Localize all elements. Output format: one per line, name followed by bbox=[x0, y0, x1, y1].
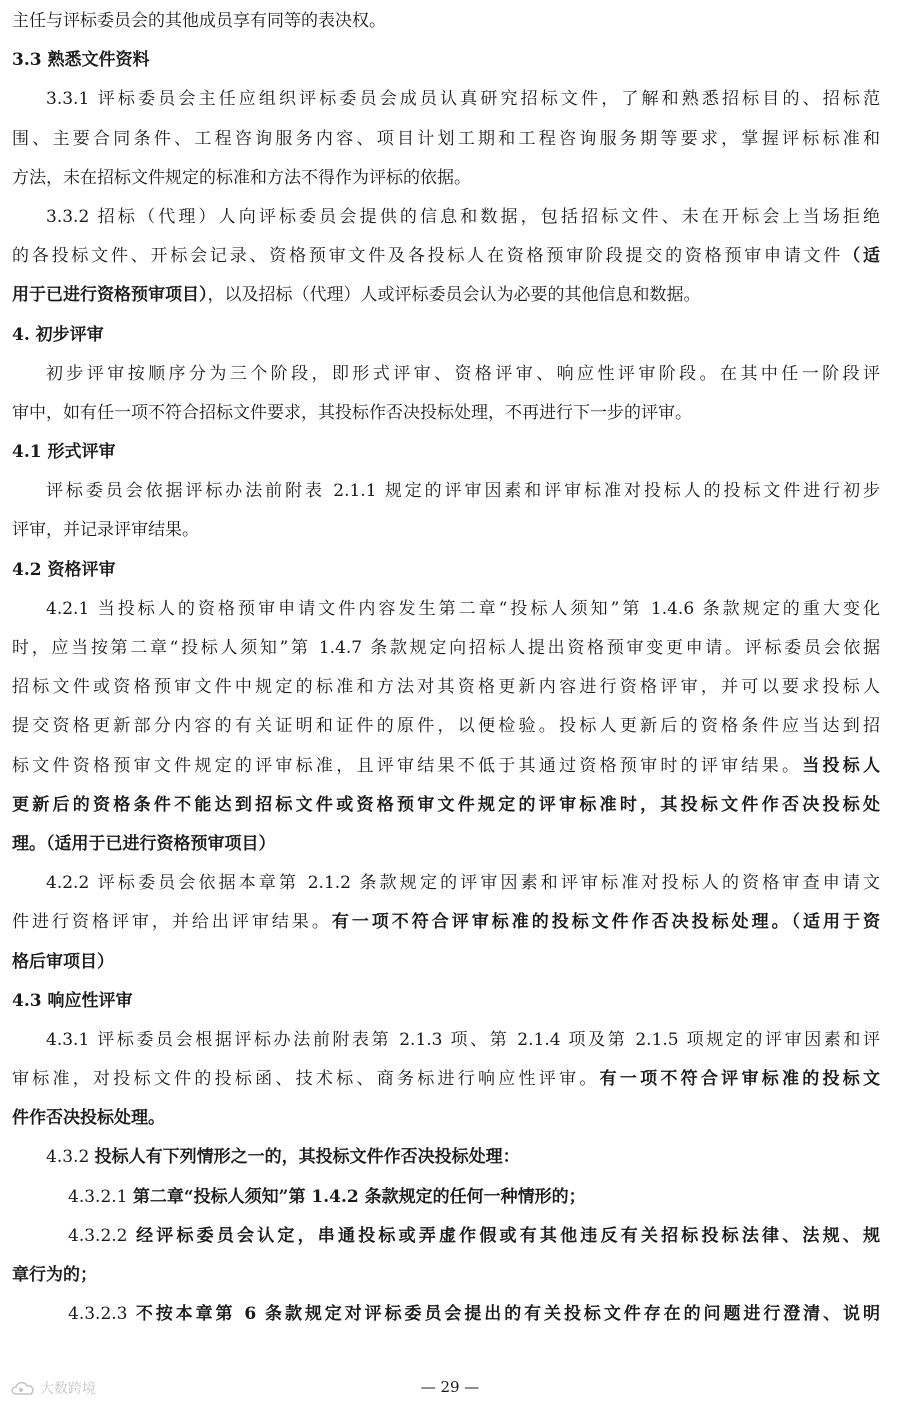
paragraph-line: 评标委员会依据评标办法前附表 2.1.1 规定的评审因素和评审标准对投标人的投标文件进行初步 bbox=[46, 481, 880, 502]
paragraph-line: 标文件资格预审文件规定的评审标准，且评审结果不低于其通过资格预审时的评审结果。当投标人 bbox=[12, 755, 880, 776]
paragraph-line: 审标准，对投标文件的投标函、技术标、商务标进行响应性评审。有一项不符合评审标准的投标文 bbox=[12, 1069, 880, 1090]
paragraph-line: 围、主要合同条件、工程咨询服务内容、项目计划工期和工程咨询服务期等要求，掌握评标标准和 bbox=[12, 128, 880, 149]
paragraph-line: 4.2.1 当投标人的资格预审申请文件内容发生第二章“投标人须知”第 1.4.6 条款规定的重大变化 bbox=[46, 598, 880, 619]
paragraph-line: 3.3.1 评标委员会主任应组织评标委员会成员认真研究招标文件，了解和熟悉招标目的、招标范 bbox=[46, 89, 880, 110]
paragraph-line: 方法，未在招标文件规定的标准和方法不得作为评标的依据。 bbox=[12, 167, 471, 188]
paragraph-line: 4.3.2.3 不按本章第 6 条款规定对评标委员会提出的有关投标文件存在的问题进行澄清、说明 bbox=[68, 1304, 880, 1325]
paragraph-line: 3.3.2 招标（代理）人向评标委员会提供的信息和数据，包括招标文件、未在开标会上当场拒绝 bbox=[46, 206, 880, 227]
paragraph-line: 章行为的； bbox=[12, 1265, 97, 1285]
section-heading: 4.1 形式评审 bbox=[12, 442, 116, 463]
paragraph-line: 4.3.2.2 经评标委员会认定，串通投标或弄虚作假或有其他违反有关招标投标法律、法规、规 bbox=[68, 1225, 880, 1246]
document-body bbox=[12, 2, 880, 1334]
paragraph-line: 招标文件或资格预审文件中规定的标准和方法对其资格更新内容进行资格评审，并可以要求投标人 bbox=[12, 677, 880, 698]
page-number: — 29 — bbox=[420, 1378, 480, 1396]
paragraph-line: 4.3.1 评标委员会根据评标办法前附表第 2.1.3 项、第 2.1.4 项及第 2.1.5 项规定的评审因素和评 bbox=[46, 1029, 880, 1050]
paragraph-line: 更新后的资格条件不能达到招标文件或资格预审文件规定的评审标准时，其投标文件作否决投标处 bbox=[12, 794, 880, 815]
paragraph-line: 的各投标文件、开标会记录、资格预审文件及各投标人在资格预审阶段提交的资格预审申请文件（适 bbox=[12, 246, 880, 267]
paragraph-line: 4.3.2.1 第二章“投标人须知”第 1.4.2 条款规定的任何一种情形的； bbox=[68, 1186, 586, 1207]
paragraph-line: 提交资格更新部分内容的有关证明和证件的原件，以便检验。投标人更新后的资格条件应当达到招 bbox=[12, 716, 880, 737]
paragraph-line: 理。（适用于已进行资格预审项目） bbox=[12, 833, 276, 854]
paragraph-line: 用于已进行资格预审项目），以及招标（代理）人或评标委员会认为必要的其他信息和数据。 bbox=[12, 285, 701, 306]
section-heading: 3.3 熟悉文件资料 bbox=[12, 50, 150, 71]
paragraph-line: 格后审项目） bbox=[12, 951, 114, 972]
paragraph-line: 4.3.2 投标人有下列情形之一的，其投标文件作否决投标处理： bbox=[46, 1147, 520, 1168]
paragraph-line: 评审，并记录评审结果。 bbox=[12, 520, 199, 541]
section-heading: 4. 初步评审 bbox=[12, 324, 104, 345]
paragraph-line: 件进行资格评审，并给出评审结果。有一项不符合评审标准的投标文件作否决投标处理。（适用于资 bbox=[12, 912, 880, 933]
paragraph-line: 审中，如有任一项不符合招标文件要求，其投标作否决投标处理，不再进行下一步的评审。 bbox=[12, 402, 692, 423]
paragraph-line: 时，应当按第二章“投标人须知”第 1.4.7 条款规定向招标人提出资格预审变更申请。评标委员会依据 bbox=[12, 638, 880, 658]
paragraph-line: 初步评审按顺序分为三个阶段，即形式评审、资格评审、响应性评审阶段。在其中任一阶段评 bbox=[46, 363, 880, 384]
section-heading: 4.3 响应性评审 bbox=[12, 990, 133, 1011]
paragraph-line: 主任与评标委员会的其他成员享有同等的表决权。 bbox=[12, 11, 386, 31]
paragraph-line: 4.2.2 评标委员会依据本章第 2.1.2 条款规定的评审因素和评审标准对投标人的资格审查申请文 bbox=[46, 873, 880, 894]
paragraph-line: 件作否决投标处理。 bbox=[12, 1108, 165, 1129]
watermark-text: 大数跨境 bbox=[40, 1381, 96, 1397]
section-heading: 4.2 资格评审 bbox=[12, 559, 116, 580]
